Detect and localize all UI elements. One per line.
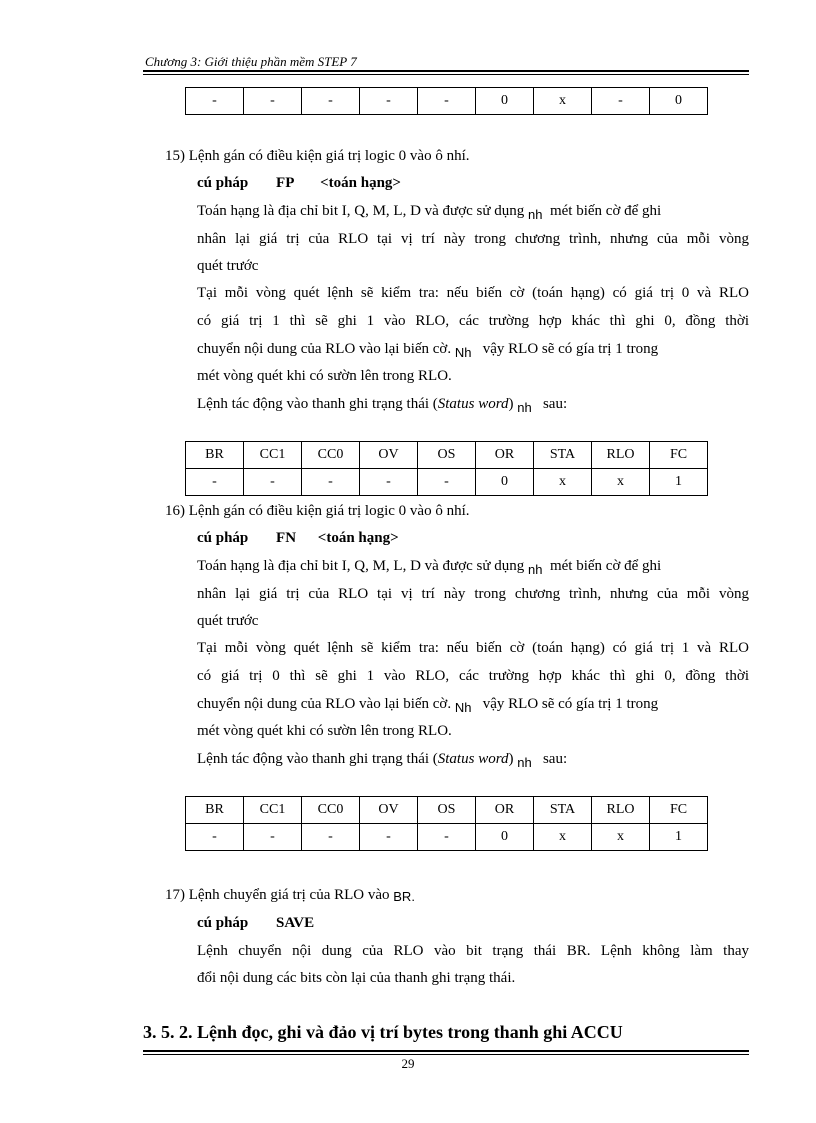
item-15-line-2: nhân lại giá trị của RLO tại vị trí này trong chương trình, nhưng của mỗi vòng <box>197 231 749 247</box>
item-16-line-1: Toán hạng là địa chỉ bit I, Q, M, L, D và được sử dụng nh mét biến cờ để ghi <box>197 558 662 577</box>
table-cell: CC1 <box>244 442 302 469</box>
table-cell: STA <box>534 797 592 824</box>
table-cell: - <box>360 88 418 115</box>
item-15-status-line: Lệnh tác động vào thanh ghi trạng thái (Status word) nh sau: <box>197 396 568 415</box>
footer-rule <box>143 1050 749 1052</box>
table-cell: - <box>302 824 360 851</box>
table-cell: BR <box>186 442 244 469</box>
item-16-heading: 16) Lệnh gán có điều kiện giá trị logic 0 vào ô nhí. <box>165 503 470 519</box>
table-cell: - <box>418 469 476 496</box>
item-16-status-line: Lệnh tác động vào thanh ghi trạng thái (Status word) nh sau: <box>197 751 568 770</box>
section-heading: 3. 5. 2. Lệnh đọc, ghi và đảo vị trí bytes trong thanh ghi ACCU <box>143 1022 623 1042</box>
item-16-status-table <box>185 796 708 851</box>
table-cell: x <box>534 824 592 851</box>
table-cell: 1 <box>650 469 708 496</box>
table-cell: x <box>592 469 650 496</box>
table-cell: 0 <box>476 824 534 851</box>
table-cell: - <box>244 824 302 851</box>
table-cell: OV <box>360 442 418 469</box>
syntax-label: cú pháp <box>197 175 249 191</box>
table-cell: - <box>360 469 418 496</box>
footer-rule-thin <box>143 1054 749 1055</box>
table-row <box>186 824 708 851</box>
table-cell: 0 <box>650 88 708 115</box>
table-cell: BR <box>186 797 244 824</box>
table-cell: CC0 <box>302 442 360 469</box>
table-cell: 0 <box>476 469 534 496</box>
header-rule-thin <box>143 74 749 75</box>
table-header-row <box>186 797 708 824</box>
table-cell: STA <box>534 442 592 469</box>
item-17-syntax <box>197 915 314 932</box>
table-cell: - <box>186 469 244 496</box>
table-cell: OS <box>418 797 476 824</box>
table-cell: - <box>302 469 360 496</box>
item-15-line-3: quét trước <box>197 258 259 274</box>
syntax-operand: <toán hạng> <box>320 175 401 191</box>
item-15-line-4: Tại mỗi vòng quét lệnh sẽ kiểm tra: nếu biến cờ (toán hạng) có giá trị 0 và RLO <box>197 285 749 301</box>
table-cell: CC0 <box>302 797 360 824</box>
table-cell: CC1 <box>244 797 302 824</box>
syntax-operand: <toán hạng> <box>317 530 399 546</box>
item-17-line-2: đổi nội dung các bits còn lại của thanh ghi trạng thái. <box>197 970 516 986</box>
item-16-line-2: nhân lại giá trị của RLO tại vị trí này trong chương trình, nhưng của mỗi vòng <box>197 586 749 602</box>
table-cell: - <box>592 88 650 115</box>
item-16-line-3: quét trước <box>197 613 259 629</box>
item-15-syntax <box>197 175 401 192</box>
table-cell: - <box>418 88 476 115</box>
syntax-command: FN <box>276 530 297 546</box>
table-cell: - <box>186 88 244 115</box>
table-cell: - <box>360 824 418 851</box>
table-cell: x <box>534 469 592 496</box>
item-16-line-4: Tại mỗi vòng quét lệnh sẽ kiểm tra: nếu biến cờ (toán hạng) có giá trị 1 và RLO <box>197 640 749 656</box>
item-15-status-table <box>185 441 708 496</box>
syntax-command: FP <box>276 175 295 191</box>
item-17-heading: 17) Lệnh chuyển giá trị của RLO vào BR. <box>165 887 415 904</box>
item-16-line-5: có giá trị 0 thì sẽ ghi 1 vào RLO, các trường hợp khác thì ghi 0, đồng thời <box>197 668 749 684</box>
table-cell: RLO <box>592 797 650 824</box>
item-15-line-7: mét vòng quét khi có sườn lên trong RLO. <box>197 368 452 384</box>
item-15-line-1: Toán hạng là địa chỉ bit I, Q, M, L, D và được sử dụng nh mét biến cờ để ghi <box>197 203 662 222</box>
item-15-line-5: có giá trị 1 thì sẽ ghi 1 vào RLO, các trường hợp khác thì ghi 0, đồng thời <box>197 313 749 329</box>
table-cell: - <box>186 824 244 851</box>
running-header: Chương 3: Giới thiệu phần mềm STEP 7 <box>145 54 357 69</box>
table-cell: OR <box>476 797 534 824</box>
table-cell: RLO <box>592 442 650 469</box>
table-cell: FC <box>650 797 708 824</box>
table-cell: x <box>534 88 592 115</box>
table-cell: FC <box>650 442 708 469</box>
syntax-label: cú pháp <box>197 915 249 931</box>
item-16-syntax <box>197 530 399 547</box>
table-cell: - <box>302 88 360 115</box>
table-row <box>186 88 708 115</box>
table-header-row <box>186 442 708 469</box>
table-cell: - <box>244 88 302 115</box>
item-15-heading: 15) Lệnh gán có điều kiện giá trị logic 0 vào ô nhí. <box>165 148 470 164</box>
syntax-command: SAVE <box>276 915 315 931</box>
table-cell: x <box>592 824 650 851</box>
table-cell: 1 <box>650 824 708 851</box>
status-table-continued <box>185 87 708 115</box>
header-rule <box>143 70 749 72</box>
table-cell: OR <box>476 442 534 469</box>
item-16-line-7: mét vòng quét khi có sườn lên trong RLO. <box>197 723 452 739</box>
page-number: 29 <box>401 1056 415 1071</box>
table-cell: OV <box>360 797 418 824</box>
item-16-line-6: chuyển nội dung của RLO vào lại biến cờ. Nh vậy RLO sẽ có gía trị 1 trong <box>197 696 659 715</box>
table-cell: 0 <box>476 88 534 115</box>
item-15-line-6: chuyển nội dung của RLO vào lại biến cờ. Nh vậy RLO sẽ có gía trị 1 trong <box>197 341 659 360</box>
item-17-line-1: Lệnh chuyển nội dung của RLO vào bit trạng thái BR. Lệnh không làm thay <box>197 943 749 959</box>
table-cell: OS <box>418 442 476 469</box>
table-cell: - <box>244 469 302 496</box>
table-cell: - <box>418 824 476 851</box>
syntax-label: cú pháp <box>197 530 249 546</box>
table-row <box>186 469 708 496</box>
